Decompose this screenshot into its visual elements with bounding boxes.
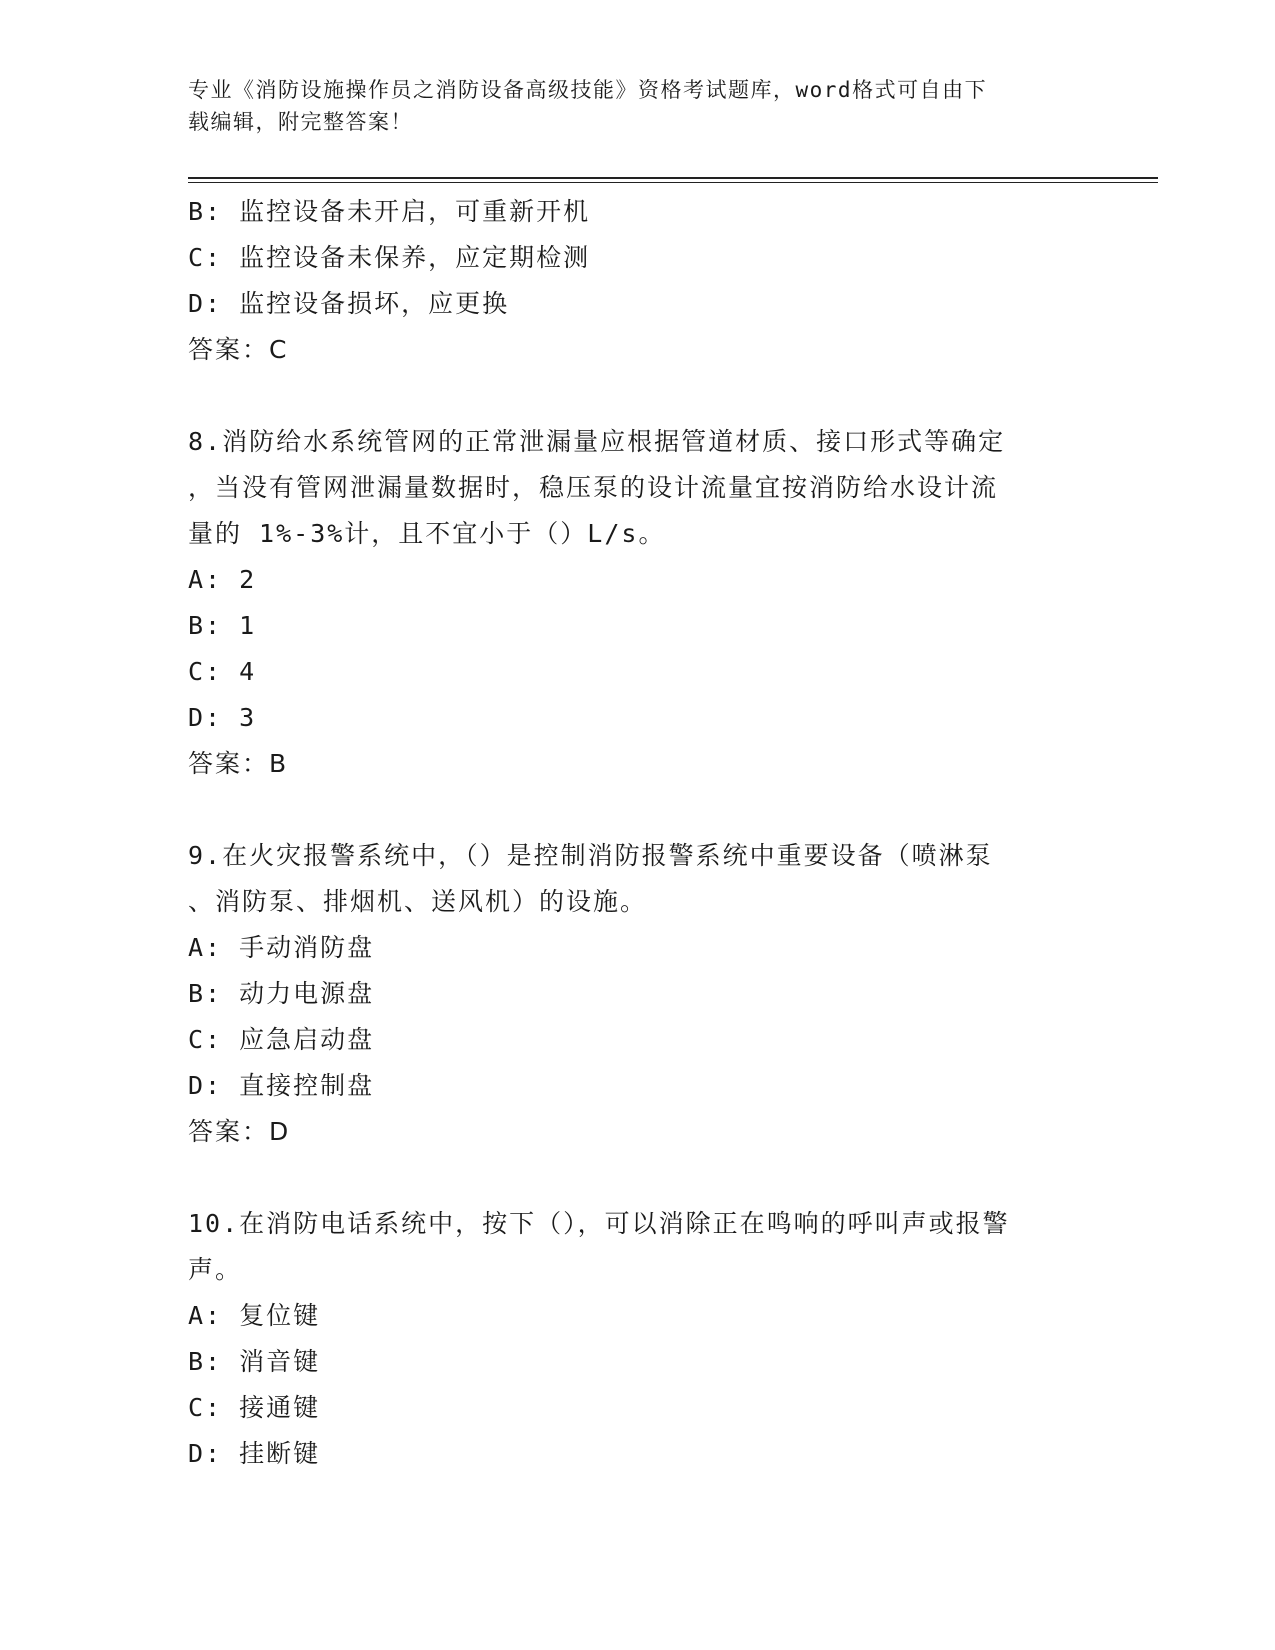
answer-line: 答案：D [188, 1117, 291, 1146]
question-8 [188, 419, 1088, 787]
question-10 [188, 1201, 1088, 1477]
question-text-line: 10.在消防电话系统中，按下（），可以消除正在鸣响的呼叫声或报警 [188, 1209, 1010, 1238]
header-line-1: 专业《消防设施操作员之消防设备高级技能》资格考试题库，word格式可自由下 [188, 78, 988, 102]
question-text [188, 1201, 1068, 1293]
question-list [188, 189, 1088, 1477]
question-text-line: ，当没有管网泄漏量数据时，稳压泵的设计流量宜按消防给水设计流 [188, 473, 999, 502]
option-c: C: 应急启动盘 [188, 1025, 375, 1054]
option-b: B: 监控设备未开启，可重新开机 [188, 197, 591, 226]
option-c: C: 接通键 [188, 1393, 321, 1422]
spacer [188, 1155, 1088, 1201]
question-text-line: 、消防泵、排烟机、送风机）的设施。 [188, 887, 648, 916]
option-a: A: 复位键 [188, 1301, 321, 1330]
option-d: D: 监控设备损坏，应更换 [188, 289, 510, 318]
option-c: C: 4 [188, 657, 257, 686]
option-d: D: 3 [188, 703, 257, 732]
question-7-continued [188, 189, 1088, 373]
option-b: B: 1 [188, 611, 257, 640]
question-text-line: 8.消防给水系统管网的正常泄漏量应根据管道材质、接口形式等确定 [188, 427, 1006, 456]
answer-line: 答案：C [188, 335, 289, 364]
header-divider-thin [188, 182, 1158, 183]
header-divider-thick [188, 177, 1158, 179]
option-c: C: 监控设备未保养，应定期检测 [188, 243, 591, 272]
option-a: A: 2 [188, 565, 257, 594]
option-a: A: 手动消防盘 [188, 933, 375, 962]
question-text-line: 9.在火灾报警系统中，（）是控制消防报警系统中重要设备（喷淋泵 [188, 841, 993, 870]
question-text [188, 833, 1068, 925]
option-d: D: 挂断键 [188, 1439, 321, 1468]
question-text-line: 量的 1%-3%计，且不宜小于（）L/s。 [188, 519, 666, 548]
option-b: B: 消音键 [188, 1347, 321, 1376]
document-header [188, 74, 1068, 138]
spacer [188, 373, 1088, 419]
spacer [188, 787, 1088, 833]
answer-line: 答案：B [188, 749, 289, 778]
question-text [188, 419, 1068, 557]
question-text-line: 声。 [188, 1255, 243, 1284]
question-9 [188, 833, 1088, 1155]
option-b: B: 动力电源盘 [188, 979, 375, 1008]
option-d: D: 直接控制盘 [188, 1071, 375, 1100]
header-line-2: 载编辑，附完整答案！ [188, 110, 413, 134]
